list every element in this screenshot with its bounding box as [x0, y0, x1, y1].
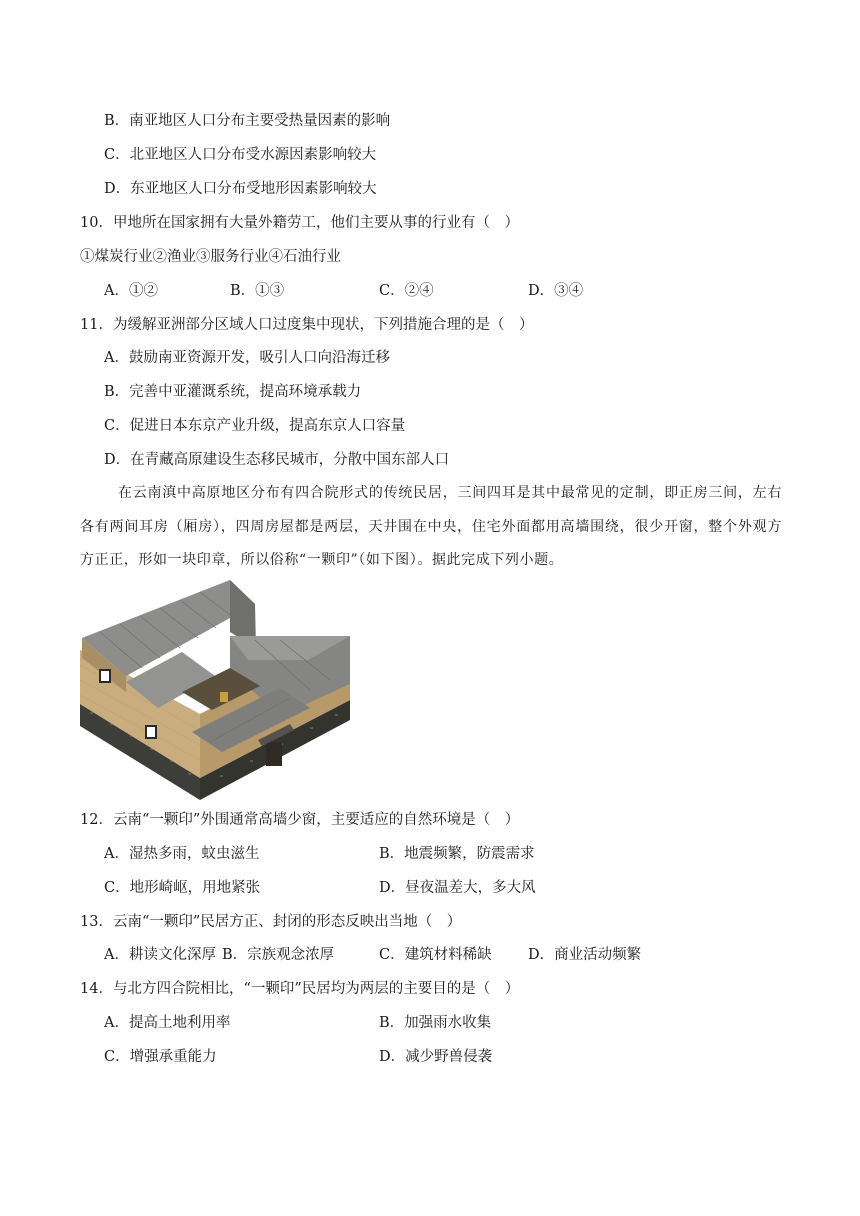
q13-option-b: B．宗族观念浓厚: [222, 947, 335, 963]
q11-stem: 11．为缓解亚洲部分区域人口过度集中现状，下列措施合理的是（ ）: [80, 317, 534, 333]
reading-passage: 在云南滇中高原地区分布有四合院形式的传统民居，三间四耳是其中最常见的定制，即正房三间，左右各有两间耳房（厢房），四周房屋都是两层，天井围在中央，住宅外面都用高墙围绕，很少开窗，整个外观方方正正，形如一块印章，所以俗称“一颗印”（如下图）。据此完成下列小题。: [80, 485, 782, 568]
q9-option-d: D．东亚地区人口分布受地形因素影响较大: [104, 181, 377, 197]
q12-option-d: D．昼夜温差大，多大风: [379, 880, 536, 896]
q12-stem: 12．云南“一颗印”外围通常高墙少窗，主要适应的自然环境是（ ）: [80, 812, 520, 828]
q14-stem: 14．与北方四合院相比，“一颗印”民居均为两层的主要目的是（ ）: [80, 981, 520, 997]
q14-option-c: C．增强承重能力: [104, 1049, 217, 1065]
q13-stem: 13．云南“一颗印”民居方正、封闭的形态反映出当地（ ）: [80, 914, 462, 930]
q11-option-a: A．鼓励南亚资源开发，吸引人口向沿海迁移: [104, 350, 390, 366]
q9-option-c: C．北亚地区人口分布受水源因素影响较大: [104, 147, 377, 163]
q10-option-c: C．②④: [379, 283, 434, 299]
q14-option-a: A．提高土地利用率: [104, 1015, 231, 1031]
q13-option-d: D．商业活动频繁: [528, 947, 642, 963]
q9-option-b: B．南亚地区人口分布主要受热量因素的影响: [104, 113, 391, 129]
q12-option-b: B．地震频繁，防震需求: [379, 846, 535, 862]
q10-option-b: B．①③: [230, 283, 285, 299]
q12-option-c: C．地形崎岖，用地紧张: [104, 880, 261, 896]
q10-option-a: A．①②: [104, 283, 158, 299]
q13-option-a: A．耕读文化深厚: [104, 947, 216, 963]
q12-option-a: A．湿热多雨，蚊虫滋生: [104, 846, 260, 862]
q13-option-c: C．建筑材料稀缺: [379, 947, 492, 963]
q10-items: ①煤炭行业②渔业③服务行业④石油行业: [80, 249, 341, 265]
q11-option-c: C．促进日本东京产业升级，提高东京人口容量: [104, 418, 406, 434]
q11-option-d: D．在青藏高原建设生态移民城市，分散中国东部人口: [104, 452, 450, 468]
q11-option-b: B．完善中亚灌溉系统，提高环境承载力: [104, 384, 362, 400]
q14-option-d: D．减少野兽侵袭: [379, 1049, 493, 1065]
q14-option-b: B．加强雨水收集: [379, 1015, 492, 1031]
yikeyin-house-image: [80, 580, 352, 802]
q10-stem: 10．甲地所在国家拥有大量外籍劳工，他们主要从事的行业有（ ）: [80, 215, 519, 231]
q10-option-d: D．③④: [528, 283, 584, 299]
